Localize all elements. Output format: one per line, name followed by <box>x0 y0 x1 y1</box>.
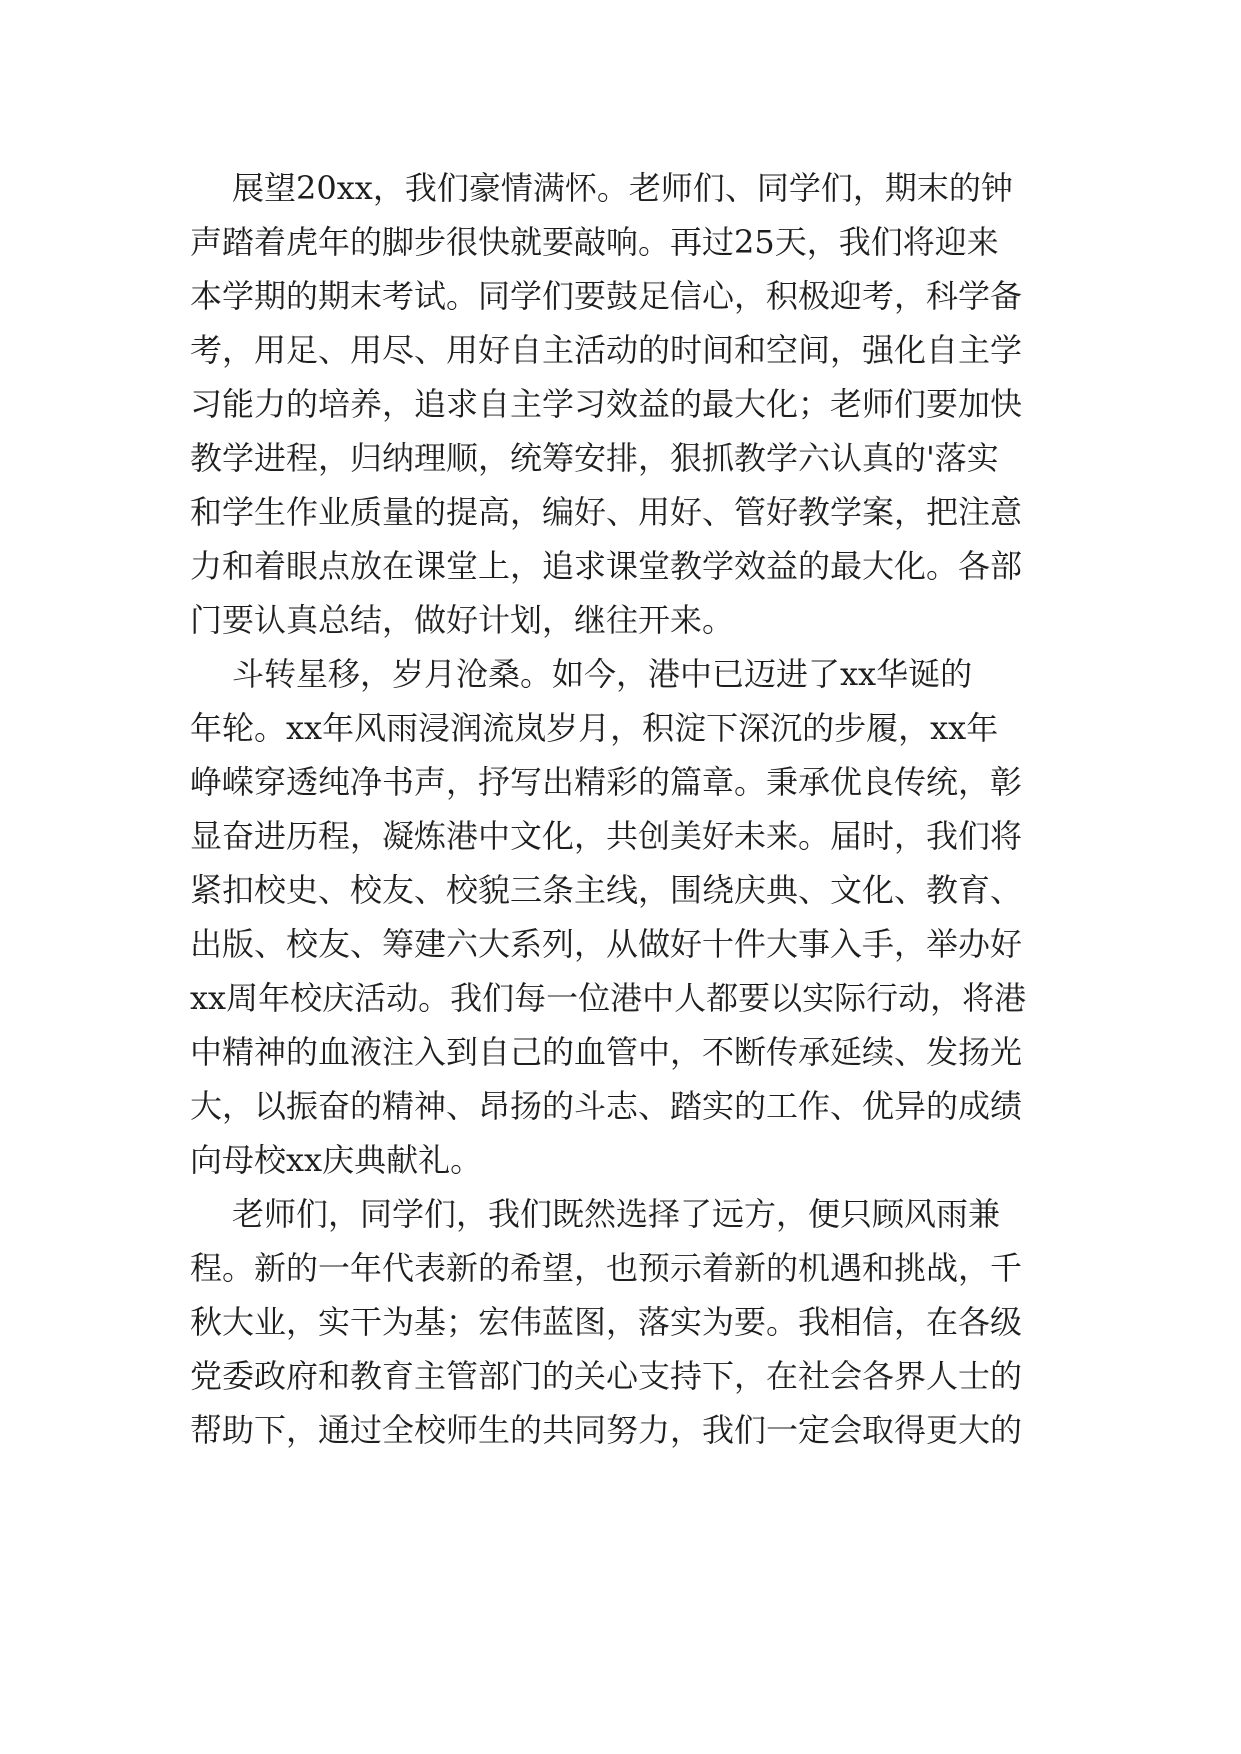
text-line: 党委政府和教育主管部门的关心支持下，在社会各界人士的 <box>190 1357 1023 1395</box>
text-line: 老师们，同学们，我们既然选择了远方，便只顾风雨兼 <box>232 1195 1001 1233</box>
text-line: 向母校xx庆典献礼。 <box>190 1141 483 1179</box>
text-line: xx周年校庆活动。我们每一位港中人都要以实际行动，将港 <box>190 979 1027 1017</box>
text-line: 考，用足、用尽、用好自主活动的时间和空间，强化自主学 <box>190 331 1023 369</box>
text-line: 本学期的期末考试。同学们要鼓足信心，积极迎考，科学备 <box>190 277 1023 315</box>
text-line: 紧扣校史、校友、校貌三条主线，围绕庆典、文化、教育、 <box>190 871 1023 909</box>
text-line: 中精神的血液注入到自己的血管中，不断传承延续、发扬光 <box>190 1033 1023 1071</box>
text-line: 门要认真总结，做好计划，继往开来。 <box>190 601 735 639</box>
text-line: 年轮。xx年风雨浸润流岚岁月，积淀下深沉的步履，xx年 <box>190 709 999 747</box>
text-line: 峥嵘穿透纯净书声，抒写出精彩的篇章。秉承优良传统，彰 <box>190 763 1023 801</box>
text-line: 斗转星移，岁月沧桑。如今，港中已迈进了xx华诞的 <box>232 655 973 693</box>
text-line: 习能力的培养，追求自主学习效益的最大化；老师们要加快 <box>190 385 1023 423</box>
text-line: 展望20xx，我们豪情满怀。老师们、同学们，期末的钟 <box>232 169 1013 207</box>
text-line: 帮助下，通过全校师生的共同努力，我们一定会取得更大的 <box>190 1411 1023 1449</box>
text-line: 教学进程，归纳理顺，统筹安排，狠抓教学六认真的'落实 <box>190 439 999 477</box>
text-line: 程。新的一年代表新的希望，也预示着新的机遇和挑战，千 <box>190 1249 1023 1287</box>
text-line: 力和着眼点放在课堂上，追求课堂教学效益的最大化。各部 <box>190 547 1023 585</box>
text-line: 显奋进历程，凝炼港中文化，共创美好未来。届时，我们将 <box>190 817 1023 855</box>
text-line: 秋大业，实干为基；宏伟蓝图，落实为要。我相信，在各级 <box>190 1303 1023 1341</box>
text-line: 声踏着虎年的脚步很快就要敲响。再过25天，我们将迎来 <box>190 223 999 261</box>
text-line: 出版、校友、筹建六大系列，从做好十件大事入手，举办好 <box>190 925 1023 963</box>
text-line: 和学生作业质量的提高，编好、用好、管好教学案，把注意 <box>190 493 1023 531</box>
text-line: 大，以振奋的精神、昂扬的斗志、踏实的工作、优异的成绩 <box>190 1087 1023 1125</box>
